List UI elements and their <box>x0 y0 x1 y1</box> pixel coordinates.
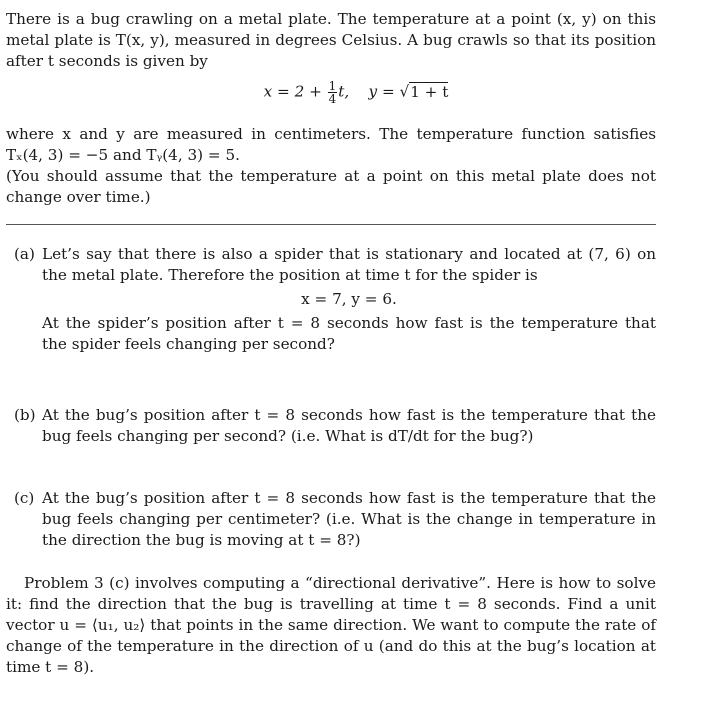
part-c <box>14 488 656 551</box>
given-note: (You should assume that the temperature at a point on this metal plate does not change over time.) <box>6 167 656 206</box>
part-a-question: At the spider’s position after t = 8 seconds how fast is the temperature that the spider feels changing per second? <box>42 314 656 353</box>
eq-frac-num: 1 <box>328 79 337 93</box>
part-a-equation: x = 7, y = 6. <box>301 290 397 308</box>
part-c-label: (c) <box>14 489 35 507</box>
part-a <box>14 244 656 355</box>
part-a-text: Let’s say that there is also a spider that is stationary and located at (7, 6) on the metal plate. Therefore the position at time t for the spider is <box>42 245 656 284</box>
closing-paragraph: Problem 3 (c) involves computing a “directional derivative”. Here is how to solve it: find the direction that the bug is travelling at time t = 8 seconds. Find a unit vector u = ⟨u₁, u₂⟩ that points in the same direction. We want to compute the rate of change of the temperature in the direction of u (and do this at the bug’s location at time t = 8). <box>6 574 656 676</box>
eq-frac-den: 4 <box>328 92 337 106</box>
part-c-text: At the bug’s position after t = 8 seconds how fast is the temperature that the bug feels changing per centimeter? (i.e. What is the change in temperature in the direction the bug is moving at t = 8?) <box>42 489 656 549</box>
eq-x-tail: t, <box>338 82 350 101</box>
given-text: where x and y are measured in centimeters. The temperature function satisfies Tₓ(4, 3) = −5 and Tᵧ(4, 3) = 5. <box>6 125 656 164</box>
position-equation <box>0 80 712 105</box>
given-paragraph <box>6 124 656 208</box>
eq-x-part: x = 2 + <box>263 82 327 101</box>
section-divider <box>6 224 656 225</box>
part-b-text: At the bug’s position after t = 8 seconds how fast is the temperature that the bug feels changing per second? (i.e. What is dT/dt for the bug?) <box>42 406 656 445</box>
intro-paragraph: There is a bug crawling on a metal plate. The temperature at a point (x, y) on this metal plate is T(x, y), measured in degrees Celsius. A bug crawls so that its position after t seconds is given by <box>6 10 656 70</box>
part-b <box>14 405 656 447</box>
eq-y-part: y = √ <box>368 82 410 101</box>
part-b-label: (b) <box>14 406 36 424</box>
eq-y-radicand: 1 + t <box>410 82 449 101</box>
eq-fraction <box>328 80 338 105</box>
part-a-label: (a) <box>14 245 35 263</box>
